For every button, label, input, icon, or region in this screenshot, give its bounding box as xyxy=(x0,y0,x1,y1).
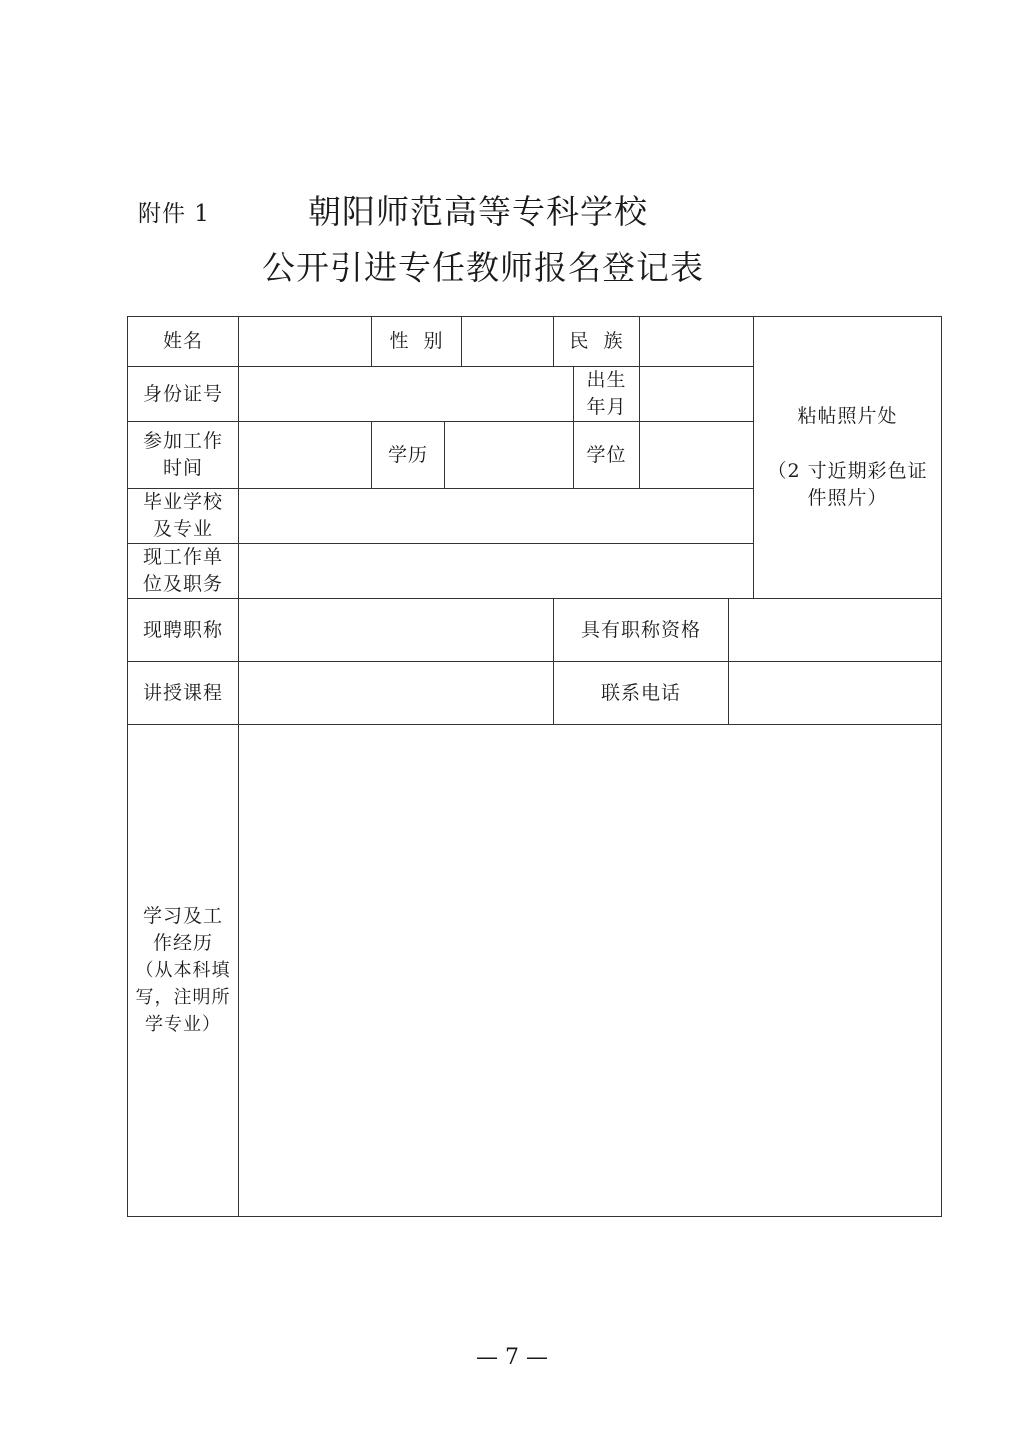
degree-label: 学位 xyxy=(574,422,640,489)
current-title-field[interactable] xyxy=(239,599,554,662)
ethnicity-field[interactable] xyxy=(640,317,754,367)
graduate-school-field[interactable] xyxy=(239,489,754,544)
qualification-field[interactable] xyxy=(729,599,942,662)
title-line-1: 朝阳师范高等专科学校 xyxy=(308,192,648,231)
photo-area xyxy=(754,317,942,599)
work-start-field[interactable] xyxy=(239,422,372,489)
current-employer-label: 现工作单 位及职务 xyxy=(128,544,239,599)
birth-date-field[interactable] xyxy=(640,367,754,422)
photo-label: 粘帖照片处 xyxy=(797,405,898,427)
education-label: 学历 xyxy=(372,422,445,489)
history-label: 学习及工 作经历 （从本科填 写，注明所 学专业） xyxy=(128,725,239,1217)
gender-label: 性 别 xyxy=(372,317,462,367)
attachment-label: 附件 1 xyxy=(138,201,210,227)
education-field[interactable] xyxy=(445,422,574,489)
registration-form-table xyxy=(127,316,942,1217)
courses-field[interactable] xyxy=(239,662,554,725)
name-field[interactable] xyxy=(239,317,372,367)
phone-label: 联系电话 xyxy=(554,662,729,725)
current-title-label: 现聘职称 xyxy=(128,599,239,662)
gender-field[interactable] xyxy=(462,317,554,367)
page-number: — 7 — xyxy=(476,1345,548,1370)
history-field[interactable] xyxy=(239,725,942,1217)
degree-field[interactable] xyxy=(640,422,754,489)
courses-label: 讲授课程 xyxy=(128,662,239,725)
qualification-label: 具有职称资格 xyxy=(554,599,729,662)
photo-note-line-2: 件照片） xyxy=(807,487,888,509)
photo-note-line-1: （2 寸近期彩色证 xyxy=(767,460,928,482)
id-number-label: 身份证号 xyxy=(128,367,239,422)
name-label: 姓名 xyxy=(128,317,239,367)
phone-field[interactable] xyxy=(729,662,942,725)
ethnicity-label: 民 族 xyxy=(554,317,640,367)
birth-date-label: 出生 年月 xyxy=(574,367,640,422)
id-number-field[interactable] xyxy=(239,367,574,422)
current-employer-field[interactable] xyxy=(239,544,754,599)
work-start-label: 参加工作 时间 xyxy=(128,422,239,489)
title-line-2: 公开引进专任教师报名登记表 xyxy=(262,248,704,287)
graduate-school-label: 毕业学校 及专业 xyxy=(128,489,239,544)
